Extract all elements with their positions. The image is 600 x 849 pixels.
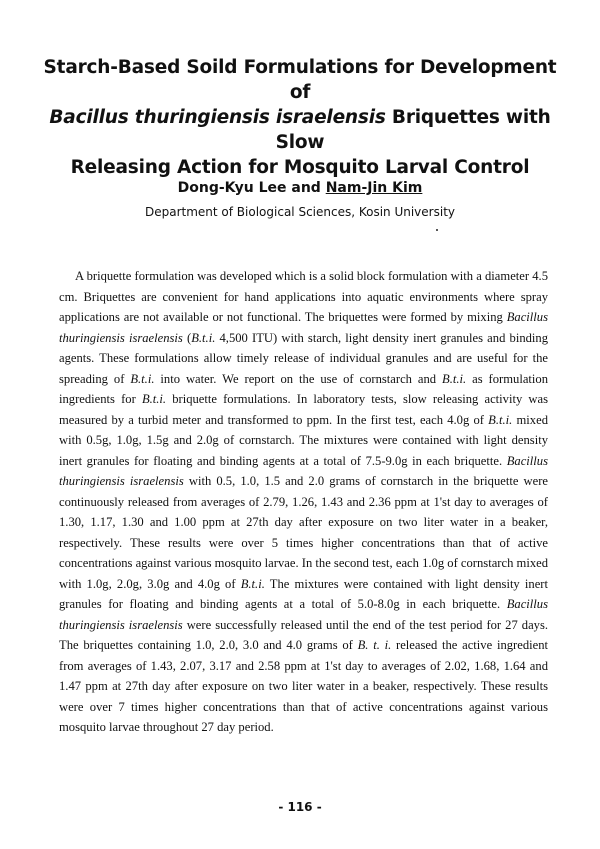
abstract-italic-term: B.t.i. <box>442 371 467 386</box>
abstract-text-run: mixed with 0.5g, 1.0g, 1.5g and 2.0g of cornstarch. The mixtures were contained with light density inert granules for floating and binding agents at a total of 7.5-9.0g in each briquette. <box>59 412 548 468</box>
abstract-text-run: as formulation ingredients for <box>59 371 549 406</box>
abstract-text-run: The mixtures were contained with light density inert granules for floating and binding agents at a total of 5.0-8.0g in each briquette. <box>59 576 548 611</box>
abstract-text-run: ( <box>182 330 192 345</box>
abstract-italic-term: Bacillus thuringiensis israelensis <box>59 310 548 345</box>
title-line-1: Starch-Based Soild Formulations for Development of <box>43 57 557 103</box>
title-line-2-rest: Briquettes with Slow <box>275 107 551 153</box>
abstract-italic-term: B.t.i. <box>191 330 216 345</box>
abstract-italic-term: B.t.i. <box>141 392 167 406</box>
abstract-italic-term: Bacillus thuringiensis israelensis <box>59 597 548 632</box>
abstract-paragraph <box>59 266 548 738</box>
abstract-text-run: 4,500 ITU) with starch, light density inert granules and binding agents. These formulations allow timely release of individual granules and are useful for the spreading of <box>59 330 549 386</box>
abstract-text-run: into water. We report on the use of cornstarch and <box>154 371 443 386</box>
abstract-italic-term: B. t. i. <box>357 638 392 652</box>
abstract-text-run: briquette formulations. In laboratory tests, slow releasing activity was measured by a turbid meter and transformed to ppm. In the first test, each 4.0g of <box>59 392 548 427</box>
abstract-italic-term: B.t.i. <box>488 412 513 427</box>
author-first: Dong-Kyu Lee <box>177 180 287 196</box>
abstract-text-run: with 0.5, 1.0, 1.5 and 2.0 grams of cornstarch in the briquette were continuously released from averages of 2.79, 1.26, 1.43 and 2.36 ppm at 1'st day to averages of 1.30, 1.17, 1.30 and 1.00 ppm at 27th day after exposure on two liter water in a beaker, respectively. These results were over 5 times higher concentrations than that of active concentrations against various mosquito larvae. In the second test, each 1.0g of cornstarch mixed with 1.0g, 2.0g, 3.0g and 4.0g of <box>59 474 548 591</box>
paper-title <box>40 55 560 180</box>
author-second: Nam-Jin Kim <box>325 180 423 196</box>
abstract-text-run: released the active ingredient from averages of 1.43, 2.07, 3.17 and 2.58 ppm at 1'st day to averages of 2.02, 1.68, 1.64 and 1.47 ppm at 27th day after exposure on two liter water in a beaker, respectively. These results were over 7 times higher concentrations than that of active concentrations against various mosquito larvae throughout 27 day period. <box>59 638 548 734</box>
title-line-3: Releasing Action for Mosquito Larval Control <box>70 157 530 178</box>
title-species-name: Bacillus thuringiensis israelensis <box>49 107 386 128</box>
abstract-text-run: A briquette formulation was developed which is a solid block formulation with a diameter 4.5 cm. Briquettes are convenient for hand applications into aquatic environments where spray applications are not available or not functional. The briquettes were formed by mixing <box>59 269 548 324</box>
author-joiner: and <box>286 180 326 196</box>
author-affiliation: Department of Biological Sciences, Kosin University <box>145 205 455 219</box>
stray-dot <box>436 229 438 231</box>
abstract-italic-term: B.t.i. <box>240 576 265 591</box>
abstract-italic-term: Bacillus thuringiensis israelensis <box>59 453 548 488</box>
page-number: - 116 - <box>278 800 322 814</box>
author-list <box>40 179 560 197</box>
abstract-italic-term: B.t.i. <box>130 371 155 386</box>
abstract-text-run: were successfully released until the end of the test period for 27 days. The briquettes containing 1.0, 2.0, 3.0 and 4.0 grams of <box>59 617 549 652</box>
